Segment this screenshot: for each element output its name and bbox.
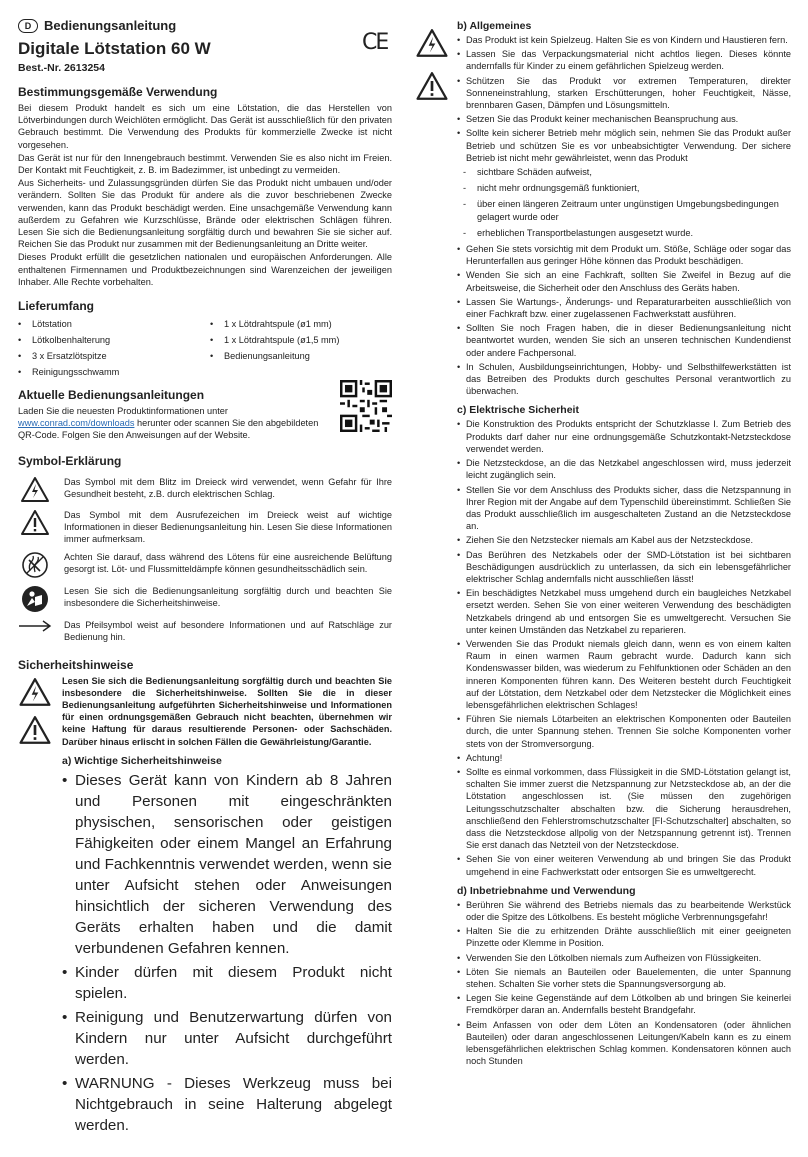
list-item: • Sollte kein sicherer Betrieb mehr möglich sein, nehmen Sie das Produkt außer Betrieb und schützen Sie es vor unbeabsichtigter Verwendung. Der sichere Betrieb ist nicht mehr gewährleistet, wenn das Produkt [457, 127, 791, 164]
subsection-a-heading: a) Wichtige Sicherheitshinweise [62, 754, 222, 767]
updates-text-after: herunter oder scannen Sie den abgebildeten QR-Code. Folgen Sie den Anweisungen auf der Website. [18, 418, 319, 441]
general-heading: b) Allgemeines [457, 20, 532, 32]
list-item: • Sehen Sie von einer weiteren Verwendung ab und bringen Sie das Produkt umgehend in eine Fachwerkstatt oder entsorgen Sie es umweltgerecht. [457, 853, 791, 877]
symbol-row [18, 619, 392, 643]
list-item: • Kinder dürfen mit diesem Produkt nicht spielen. [62, 962, 392, 1004]
symbol-text: Das Symbol mit dem Ausrufezeichen im Dreieck weist auf wichtige Informationen in dieser Bedienungsanleitung hin. Lesen Sie diese Informationen immer aufmerksam. [64, 509, 392, 545]
list-item: • WARNUNG - Dieses Werkzeug muss bei Nichtgebrauch in seine Halterung abgelegt werden. [62, 1073, 392, 1136]
list-item: • Ein beschädigtes Netzkabel muss umgehend durch ein baugleiches Netzkabel ersetzt werden. Sehen Sie von einer weiteren Verwendung des beschädigten Netzkabels dringend ab und entsorgen Sie es umweltgerecht. Versuchen Sie unter keinen Umständen das Netzkabel zu reparieren. [457, 587, 791, 636]
electrical-heading: c) Elektrische Sicherheit [457, 404, 579, 417]
list-item: • Lassen Sie das Verpackungsmaterial nicht achtlos liegen. Dieses könnte andernfalls für Kinder zu einem gefährlichen Spielzeug werden. [457, 48, 791, 72]
electrical-list [457, 418, 791, 877]
intended-use-paragraph: Bei diesem Produkt handelt es sich um eine Lötstation, die das Herstellen von Lötverbindungen durch Weichlöten ermöglicht. Das Gerät ist ausschließlich für den privaten Gebrauch bestimmt. Die Verwendung des Produkts für kommerzielle Zwecke ist nicht vorgesehen. [18, 103, 392, 150]
safety-intro-block [18, 675, 392, 748]
list-item: • Das Berühren des Netzkabels oder der SMD-Lötstation ist bei sichtbaren Beschädigungen ausdrücklich zu unterlassen, da sich ein lebensgefährlicher elektrischer Schlag andernfalls nicht ausschließen lässt! [457, 549, 791, 586]
lightning-triangle-icon [415, 28, 449, 58]
list-item: - nicht mehr ordnungsgemäß funktioniert, [457, 182, 791, 194]
list-item: • Dieses Gerät kann von Kindern ab 8 Jahren und Personen mit eingeschränkten physischen, sensorischen oder geistigen Fähigkeiten oder einem Mangel an Erfahrung und Fachkenntnis verwendet werden, wenn sie unter Aufsicht stehen oder Anweisungen hinsichtlich der sicheren Verwendung des Geräts erhalten haben und die damit verbundenen Gefahren kennen. [62, 770, 392, 959]
list-item: • Achtung! [457, 752, 791, 764]
list-item: • Stellen Sie vor dem Anschluss des Produkts sicher, dass die Netzspannung in Ihrer Region mit der Angabe auf dem Typenschild übereinstimmt. Schließen Sie das Produkt ausschließlich im ausgeschalteten Zustand an die Netzsteckdose an. [457, 484, 791, 533]
intended-use-paragraph: Aus Sicherheits- und Zulassungsgründen dürfen Sie das Produkt nicht umbauen und/oder verändern. Sollten Sie das Produkt für andere als die zuvor beschriebenen Zwecke verwenden, kann das Produkt beschädigt werden. Eine unsachgemäße Verwendung kann außerdem zu Gefahren wie Kurzschlüsse, Brände oder elektrischen Schlägen führen. Lesen Sie sich die Bedienungsanleitung sorgfältig durch und bewahren Sie sie sicher auf. Reichen Sie das Produkt nur zusammen mit der Bedienungsanleitung an Dritte weiter. [18, 178, 392, 250]
symbols-list [18, 476, 392, 644]
scope-heading: Lieferumfang [18, 299, 95, 314]
ventilation-icon [21, 551, 49, 579]
condition-list [457, 166, 791, 239]
page-title: Digitale Lötstation 60 W [18, 39, 211, 58]
arrow-icon [18, 619, 52, 633]
lightning-triangle-icon [20, 476, 50, 503]
qr-code[interactable] [340, 380, 392, 432]
safety-intro-text: Lesen Sie sich die Bedienungsanleitung sorgfältig durch und beachten Sie insbesondere die Sicherheitshinweise. Sollten Sie die in dieser Bedienungsanleitung aufgeführten Sicherheitshinweise und Informationen für einen ordnungsgemäßen Gebrauch nicht beachten, übernehmen wir keine Haftung für daraus resultierende Personen- oder Sachschäden. Darüber hinaus erlischt in solchen Fällen die Gewährleistung/Garantie. [62, 675, 392, 747]
list-item: • Die Konstruktion des Produkts entspricht der Schutzklasse I. Zum Betrieb des Produkts darf daher nur eine ordnungsgemäße Schutzkontakt-Netzsteckdose verwendet werden. [457, 418, 791, 455]
ce-mark: CE [362, 30, 388, 55]
scope-item: • Reinigungsschwamm [18, 364, 200, 380]
order-number: Best.-Nr. 2613254 [18, 62, 105, 74]
list-item: • Legen Sie keine Gegenstände auf dem Lötkolben ab und bringen Sie keinerlei Fremdkörper daran an. Andernfalls besteht Brandgefahr. [457, 992, 791, 1016]
intended-use-paragraph: Dieses Produkt erfüllt die gesetzlichen nationalen und europäischen Anforderungen. Alle enthaltenen Firmennamen und Produktbezeichnungen sind Warenzeichen der jeweiligen Inhaber. Alle Rechte vorbehalten. [18, 252, 392, 287]
list-item: • Ziehen Sie den Netzstecker niemals am Kabel aus der Netzsteckdose. [457, 534, 791, 546]
symbol-row [18, 585, 392, 613]
updates-heading: Aktuelle Bedienungsanleitungen [18, 388, 205, 403]
list-item: • In Schulen, Ausbildungseinrichtungen, Hobby- und Selbsthilfewerkstätten ist das Betreiben des Produkts durch geschultes Personal verantwortlich zu überwachen. [457, 361, 791, 398]
symbol-text: Lesen Sie sich die Bedienungsanleitung sorgfältig durch und beachten Sie insbesondere die Sicherheitshinweise. [64, 586, 392, 609]
list-item: • Sollten Sie noch Fragen haben, die in dieser Bedienungsanleitung nicht beantwortet wurden, wenden Sie sich an unseren technischen Kundendienst oder andere Fachpersonal. [457, 322, 791, 359]
list-item: - sichtbare Schäden aufweist, [457, 166, 791, 178]
symbol-row [18, 551, 392, 579]
symbol-row [18, 476, 392, 503]
list-item: • Wenden Sie sich an eine Fachkraft, sollten Sie Zweifel in Bezug auf die Arbeitsweise, die Sicherheit oder den Anschluss des Geräts haben. [457, 269, 791, 293]
manual-header [18, 18, 392, 33]
exclamation-triangle-icon [18, 715, 52, 745]
list-item: • Schützen Sie das Produkt vor extremen Temperaturen, direkter Sonneneinstrahlung, starken Erschütterungen, hoher Feuchtigkeit, Nässe, brennbaren Gasen, Dämpfen und Lösungsmitteln. [457, 75, 791, 112]
language-badge: D [18, 19, 38, 33]
list-item: - erheblichen Transportbelastungen ausgesetzt wurde. [457, 227, 791, 239]
exclamation-triangle-icon [415, 71, 449, 101]
list-item: • Setzen Sie das Produkt keiner mechanischen Beanspruchung aus. [457, 113, 791, 125]
list-item: • Die Netzsteckdose, an die das Netzkabel angeschlossen wird, muss jederzeit leicht zugänglich sein. [457, 457, 791, 481]
general-list [457, 34, 791, 164]
updates-text-before: Laden Sie die neuesten Produktinformationen unter [18, 406, 228, 417]
lightning-triangle-icon [18, 677, 52, 707]
list-item: • Halten Sie die zu erhitzenden Drähte ausschließlich mit einer geeigneten Pinzette oder Klemme in Position. [457, 925, 791, 949]
right-column [457, 20, 791, 1069]
symbol-text: Achten Sie darauf, dass während des Lötens für eine ausreichende Belüftung gesorgt ist. Löt- und Flussmitteldämpfe können gesundheitsschädlich sein. [64, 552, 392, 575]
symbol-row [18, 509, 392, 546]
intended-use-heading: Bestimmungsgemäße Verwendung [18, 85, 218, 99]
general-list-continued [457, 243, 791, 397]
operation-list [457, 899, 791, 1068]
symbols-heading: Symbol-Erklärung [18, 453, 122, 468]
read-manual-icon [21, 585, 49, 613]
scope-item: • 1 x Lötdrahtspule (ø1,5 mm) [210, 332, 392, 348]
list-item: • Gehen Sie stets vorsichtig mit dem Produkt um. Stöße, Schläge oder sogar das Herunterfallen aus geringer Höhe können das Produkt beschädigen. [457, 243, 791, 267]
list-item: • Lassen Sie Wartungs-, Änderungs- und Reparaturarbeiten ausschließlich von einer Fachkraft bzw. einer zugelassenen Fachwerkstatt ausführen. [457, 296, 791, 320]
download-link[interactable]: www.conrad.com/downloads [18, 418, 135, 429]
important-safety-list [18, 770, 392, 1136]
scope-item: • 3 x Ersatzlötspitze [18, 348, 200, 364]
symbol-text: Das Symbol mit dem Blitz im Dreieck wird verwendet, wenn Gefahr für Ihre Gesundheit besteht, z.B. durch elektrischen Schlag. [64, 476, 392, 499]
list-item: • Verwenden Sie das Produkt niemals gleich dann, wenn es von einem kalten Raum in einen warmen Raum gebracht wurde. Dadurch kann sich Kondenswasser bilden, was wiederum zu Fehlfunktionen oder Schäden an den inneren Komponenten führen kann. Des Weiteren besteht durch Feuchtigkeit auf der Lötstation, dem Netzkabel oder dem Netzstecker die Möglichkeit eines lebensgefährlichen elektrischen Schlages! [457, 638, 791, 711]
updates-section [18, 380, 392, 443]
exclamation-triangle-icon [20, 509, 50, 536]
list-item: • Verwenden Sie den Lötkolben niemals zum Aufheizen von Flüssigkeiten. [457, 952, 791, 964]
scope-item: • Lötstation [18, 316, 200, 332]
scope-item: • Lötkolbenhalterung [18, 332, 200, 348]
right-warning-icons [415, 28, 449, 106]
list-item: • Beim Anfassen von oder dem Löten an Kondensatoren (oder ähnlichen Bauteilen) oder daran angeschlossenen Leitungen/Kabeln kann es zu einem lebensgefährlichen elektrischen Schlag kommen. Kondensatoren können auch noch Stunden [457, 1019, 791, 1068]
list-item: • Löten Sie niemals an Bauteilen oder Bauelementen, die unter Spannung stehen. Schalten Sie vorher stets die Spannungsversorgung ab. [457, 966, 791, 990]
safety-heading: Sicherheitshinweise [18, 657, 134, 672]
list-item: • Reinigung und Benutzerwartung dürfen von Kindern nur unter Aufsicht durchgeführt werden. [62, 1007, 392, 1070]
scope-item: • 1 x Lötdrahtspule (ø1 mm) [210, 316, 392, 332]
list-item: • Das Produkt ist kein Spielzeug. Halten Sie es von Kindern und Haustieren fern. [457, 34, 791, 46]
scope-item: • Bedienungsanleitung [210, 348, 392, 364]
updates-text [18, 405, 332, 442]
list-item: • Sollte es einmal vorkommen, dass Flüssigkeit in die SMD-Lötstation gelangt ist, schalten Sie immer zuerst die Netzspannung zur Netzsteckdose ab, an der die Lötstation angeschlossen ist. (Sie müssen den zugehörigen Leitungsschutzschalter abschalten bzw. die Sicherung herausdrehen, anschließend den Fehlerstromschutzschalter [FI-Schutzschalter] abschalten, so dass die Netzsteckdose allpolig von der Netzspannung getrennt ist). Trennen Sie erst danach das Netzteil von der Netzsteckdose. [457, 766, 791, 851]
intended-use-paragraph: Das Gerät ist nur für den Innengebrauch bestimmt. Verwenden Sie es also nicht im Freien. Der Kontakt mit Feuchtigkeit, z. B. im Badezimmer, ist unbedingt zu vermeiden. [18, 152, 392, 176]
left-column [18, 18, 392, 1139]
operation-heading: d) Inbetriebnahme und Verwendung [457, 884, 636, 897]
scope-list [18, 316, 392, 380]
symbol-text: Das Pfeilsymbol weist auf besondere Informationen und auf Ratschläge zur Bedienung hin. [64, 620, 392, 643]
list-item: • Führen Sie niemals Lötarbeiten an elektrischen Komponenten oder Bauteilen durch, die unter Spannung stehen. Trennen Sie solche Komponenten vorher stets von der Stromversorgung. [457, 713, 791, 750]
manual-label: Bedienungsanleitung [44, 18, 177, 33]
list-item: • Berühren Sie während des Betriebs niemals das zu bearbeitende Werkstück oder die Spitze des Lötkolbens. Es besteht mögliche Verbrennungsgefahr! [457, 899, 791, 923]
list-item: - über einen längeren Zeitraum unter ungünstigen Umgebungsbedingungen gelagert wurde oder [457, 198, 791, 222]
